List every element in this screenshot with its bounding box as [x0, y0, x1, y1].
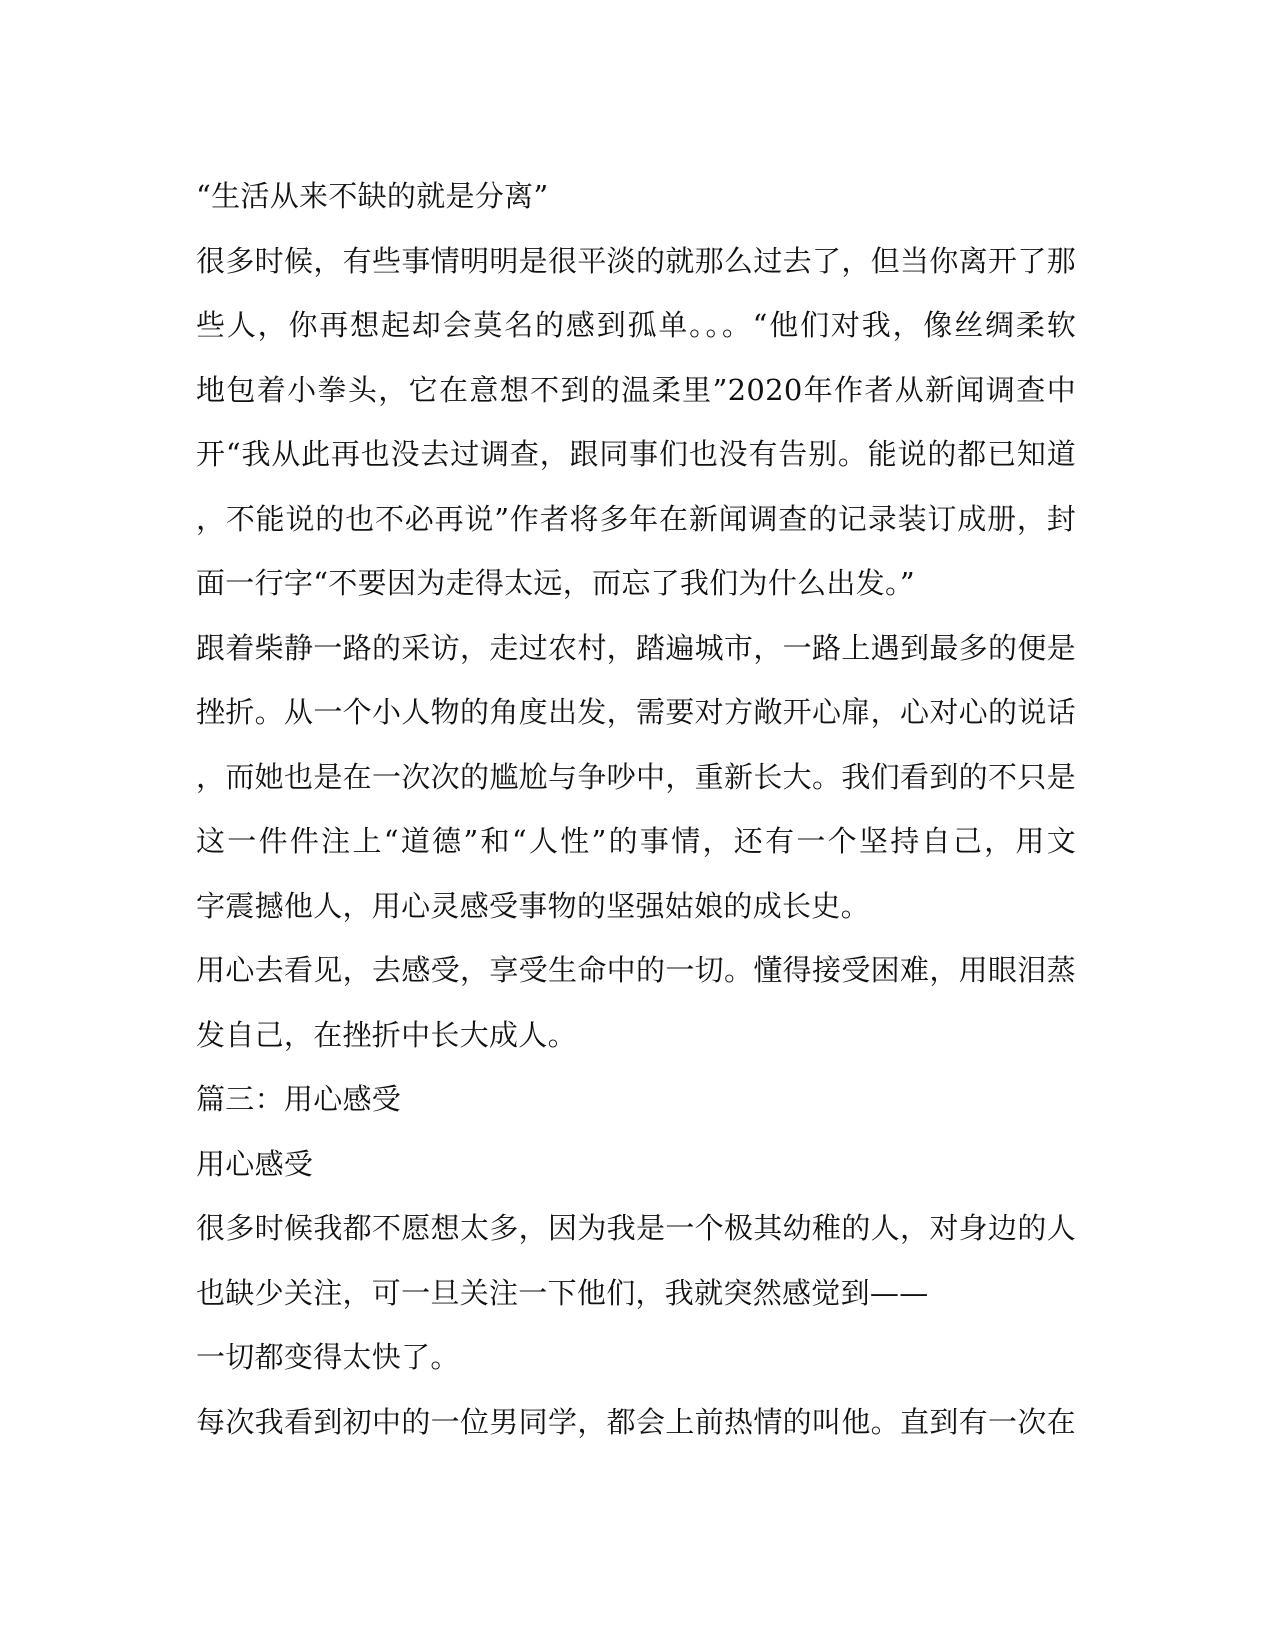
section-heading: 篇三：用心感受	[196, 1082, 402, 1116]
text-line: 这一件件注上“道德”和“人性”的事情，还有一个坚持自己，用文	[196, 824, 1076, 858]
text-line: 也缺少关注，可一旦关注一下他们，我就突然感觉到——	[196, 1275, 929, 1310]
section-title: 用心感受	[196, 1146, 314, 1181]
text-line: 些人，你再想起却会莫名的感到孤单。。。“他们对我，像丝绸柔软	[196, 308, 1076, 342]
text-line: 面一行字“不要因为走得太远，而忘了我们为什么出发。”	[196, 566, 915, 600]
document-body	[196, 164, 1076, 1454]
text-line: 一切都变得太快了。	[196, 1340, 460, 1374]
text-line: ，而她也是在一次次的尴尬与争吵中，重新长大。我们看到的不只是	[196, 759, 1076, 794]
text-line: 发自己，在挫折中长大成人。	[196, 1017, 577, 1052]
text-line: 很多时候我都不愿想太多，因为我是一个极其幼稚的人，对身边的人	[196, 1211, 1076, 1245]
text-line: 很多时候，有些事情明明是很平淡的就那么过去了，但当你离开了那	[196, 243, 1076, 278]
text-line: 字震撼他人，用心灵感受事物的坚强姑娘的成长史。	[196, 888, 870, 923]
text-line: 挫折。从一个小人物的角度出发，需要对方敞开心扉，心对心的说话	[196, 695, 1076, 729]
text-line: “生活从来不缺的就是分离”	[196, 179, 549, 213]
text-line: 开“我从此再也没去过调查，跟同事们也没有告别。能说的都已知道	[196, 437, 1076, 471]
text-line: 每次我看到初中的一位男同学，都会上前热情的叫他。直到有一次在	[196, 1404, 1076, 1439]
text-line: 跟着柴静一路的采访，走过农村，踏遍城市，一路上遇到最多的便是	[196, 630, 1076, 665]
text-line: 用心去看见，去感受，享受生命中的一切。懂得接受困难，用眼泪蒸	[196, 953, 1076, 987]
text-line: 地包着小拳头，它在意想不到的温柔里”2020年作者从新闻调查中	[196, 372, 1076, 407]
text-line: ，不能说的也不必再说”作者将多年在新闻调查的记录装订成册，封	[196, 501, 1076, 536]
